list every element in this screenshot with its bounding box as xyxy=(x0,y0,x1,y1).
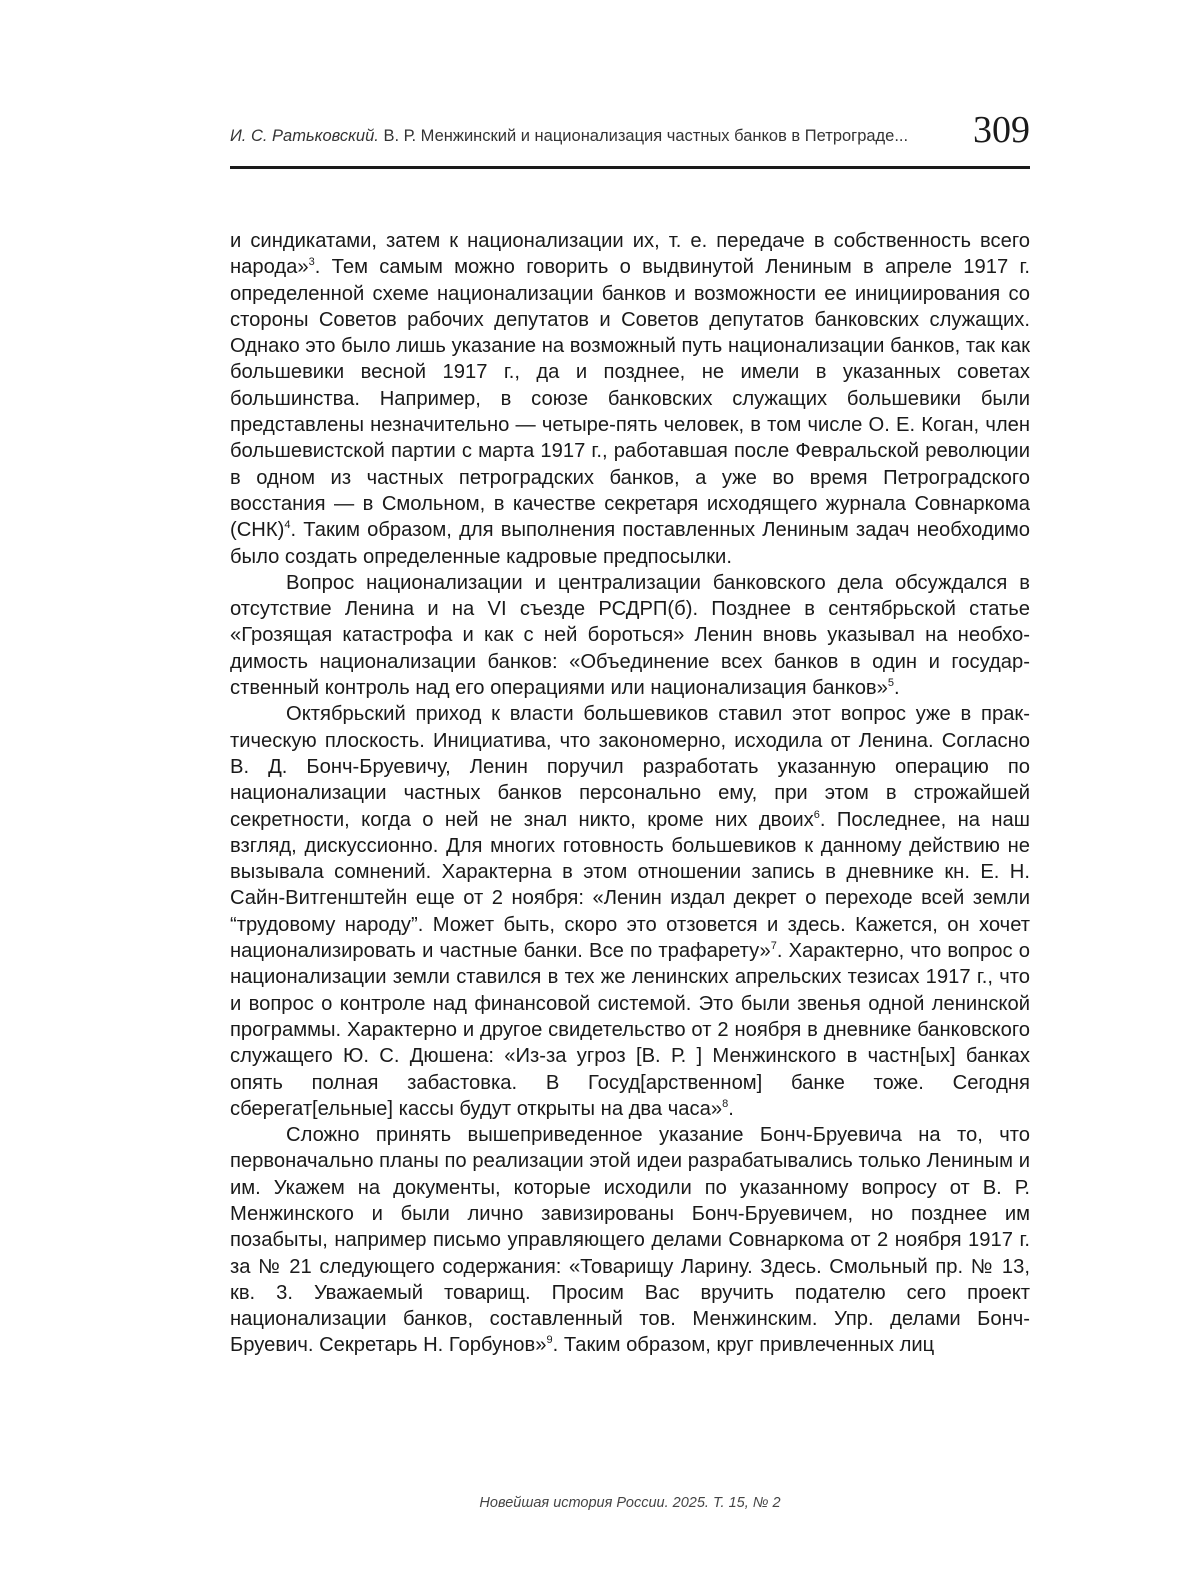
header-title: В. Р. Менжинский и национализация частных банков в Петрограде... xyxy=(383,127,909,145)
paragraph-4-text-0: Сложно принять вышеприведенное указание Бонч-Бруевича на то, что первоначально планы по реализации этой идеи разрабатывались только Лениным и им. Укажем на документы, которые исходили по указанному вопросу от В. Р. Менжинского и были лично завизированы Бонч-Бруевичем, но позднее им позабыты, например письмо управляющего делами Совнаркома от 2 ноября 1917 г. за № 21 следующего содержания: «Товарищу Ларину. Здесь. Смольный пр. № 13, кв. 3. Уважаемый товарищ. Просим Вас вручить подателю сего проект национализации банков, составленный тов. Менжинским. Упр. делами Бонч-Бруевич. Секретарь Н. Горбунов» xyxy=(230,1124,1030,1357)
paragraph-2 xyxy=(230,570,1030,701)
footnote-ref-5: 5 xyxy=(887,677,894,690)
paragraph-1 xyxy=(230,228,1030,570)
paragraph-1-text-2: . Таким образом, для выполнения поставленных Лениным задач необходимо было создать определенные кадровые предпосылки. xyxy=(230,519,1030,568)
paragraph-3-text-3: . xyxy=(728,1097,734,1120)
footnote-ref-7: 7 xyxy=(770,940,777,953)
header-author: И. С. Ратьковский. xyxy=(230,127,379,145)
paragraph-4-text-1: . Таким образом, круг привлеченных лиц xyxy=(552,1334,935,1357)
footnote-ref-6: 6 xyxy=(813,808,820,821)
paragraph-3 xyxy=(230,701,1030,1122)
footnote-ref-3: 3 xyxy=(308,256,315,269)
header-rule xyxy=(230,166,1030,169)
paragraph-2-text-0: Вопрос национализации и централизации банковского дела обсуждался в отсутствие Ленина и на VI съезде РСДРП(б). Позднее в сентябрьской статье «Грозящая катастрофа и как с ней бороться» Ленин вновь указывал на необходимость национализации банков: «Объединение всех банков в один и государственный контроль над его операциями или национализация банков» xyxy=(230,571,1030,700)
article-body xyxy=(230,228,1030,1359)
paragraph-3-text-1: . Последнее, на наш взгляд, дискуссионно. Для многих готовность большевиков к данному действию не вызывала сомнений. Характерна в этом отношении запись в дневнике кн. Е. Н. Сайн-Витгенштейн еще от 2 ноября: «Ленин издал декрет о переходе всей земли “трудовому народу”. Может быть, скоро это отзовется и здесь. Кажется, он хочет национализировать и частные банки. Все по трафарету» xyxy=(230,808,1030,963)
footnote-ref-8: 8 xyxy=(722,1097,729,1110)
footnote-ref-9: 9 xyxy=(546,1334,553,1347)
paragraph-1-text-1: . Тем самым можно говорить о выдвинутой Лениным в апреле 1917 г. определенной схеме национализации банков и возможности ее инициирования со стороны Советов рабочих депутатов и Советов депутатов банковских служащих. Однако это было лишь указание на возможный путь национализации банков, так как большевики весной 1917 г., да и позднее, не имели в указанных советах большинства. Например, в союзе банковских служащих большевики были представлены незначительно — четыре-пять человек, в том числе О. Е. Коган, член большевистской партии с марта 1917 г., работавшая после Февральской революции в одном из частных петроградских банков, а уже во время Петроградского восстания — в Смольном, в качестве секретаря исходящего журнала Совнаркома (СНК) xyxy=(230,256,1030,542)
page-number: 309 xyxy=(973,109,1030,151)
paragraph-2-text-1: . xyxy=(894,677,900,700)
footnote-ref-4: 4 xyxy=(284,519,291,532)
paragraph-3-text-0: Октябрьский приход к власти большевиков ставил этот вопрос уже в практическую плоскость. Инициатива, что закономерно, исходила от Ленина. Согласно В. Д. Бонч-Бруевичу, Ленин поручил разработать указанную операцию по национализации частных банков персонально ему, при этом в строжайшей секретности, когда о ней не знал никто, кроме них двоих xyxy=(230,703,1030,831)
paragraph-3-text-2: . Характерно, что вопрос о национализации земли ставился в тех же ленинских апрельских тезисах 1917 г., что и вопрос о контроле над финансовой системой. Это были звенья одной ленинской программы. Характерно и другое свидетельство от 2 ноября в дневнике банковского служащего Ю. С. Дюшена: «Из-за угроз [В. Р. ] Менжинского в частн[ых] банках опять полная забастовка. В Госуд[арственном] банке тоже. Сегодня сберегат[ельные] кассы будут открыты на два часа» xyxy=(230,940,1030,1120)
journal-footer: Новейшая история России. 2025. Т. 15, № 2 xyxy=(479,1495,781,1511)
paragraph-4 xyxy=(230,1122,1030,1359)
running-head-text xyxy=(230,127,908,146)
running-head xyxy=(230,108,1030,158)
paragraph-1-text-0: и синдикатами, затем к национализации их, т. е. передаче в собственность всего народа» xyxy=(230,230,1030,279)
